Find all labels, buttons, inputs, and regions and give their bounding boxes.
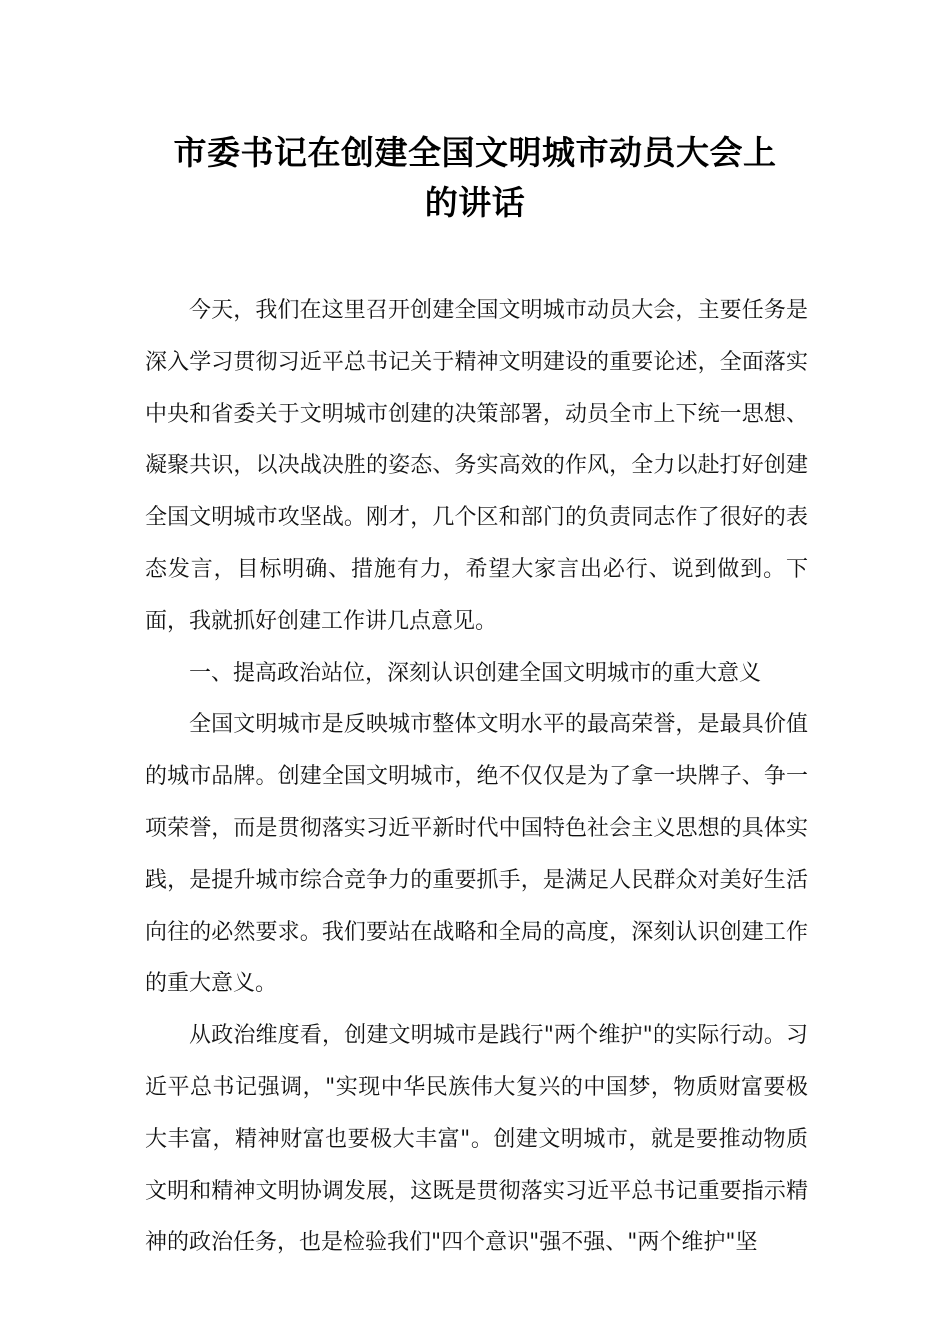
title-line-2: 的讲话: [424, 183, 526, 222]
paragraph-political-dimension: 从政治维度看，创建文明城市是践行"两个维护"的实际行动。习近平总书记强调，"实现中华民族伟大复兴的中国梦，物质财富要极大丰富，精神财富也要极大丰富"。创建文明城市，就是要推动物质文明和精神文明协调发展，这既是贯彻落实习近平总书记重要指示精神的政治任务，也是检验我们"四个意识"强不强、"两个维护"坚: [145, 1023, 808, 1256]
title-line-1: 市委书记在创建全国文明城市动员大会上: [173, 133, 777, 172]
section-heading-1: 一、提高政治站位，深刻认识创建全国文明城市的重大意义: [189, 660, 762, 686]
paragraph-intro: 今天，我们在这里召开创建全国文明城市动员大会，主要任务是深入学习贯彻习近平总书记关于精神文明建设的重要论述，全面落实中央和省委关于文明城市创建的决策部署，动员全市上下统一思想、凝聚共识，以决战决胜的姿态、务实高效的作风，全力以赴打好创建全国文明城市攻坚战。刚才，几个区和部门的负责同志作了很好的表态发言，目标明确、措施有力，希望大家言出必行、说到做到。下面，我就抓好创建工作讲几点意见。: [145, 298, 808, 634]
document-title: [120, 128, 830, 228]
paragraph-significance: 全国文明城市是反映城市整体文明水平的最高荣誉，是最具价值的城市品牌。创建全国文明城市，绝不仅仅是为了拿一块牌子、争一项荣誉，而是贯彻落实习近平新时代中国特色社会主义思想的具体实践，是提升城市综合竞争力的重要抓手，是满足人民群众对美好生活向往的必然要求。我们要站在战略和全局的高度，深刻认识创建工作的重大意义。: [145, 712, 808, 997]
document-body: [145, 285, 808, 1269]
